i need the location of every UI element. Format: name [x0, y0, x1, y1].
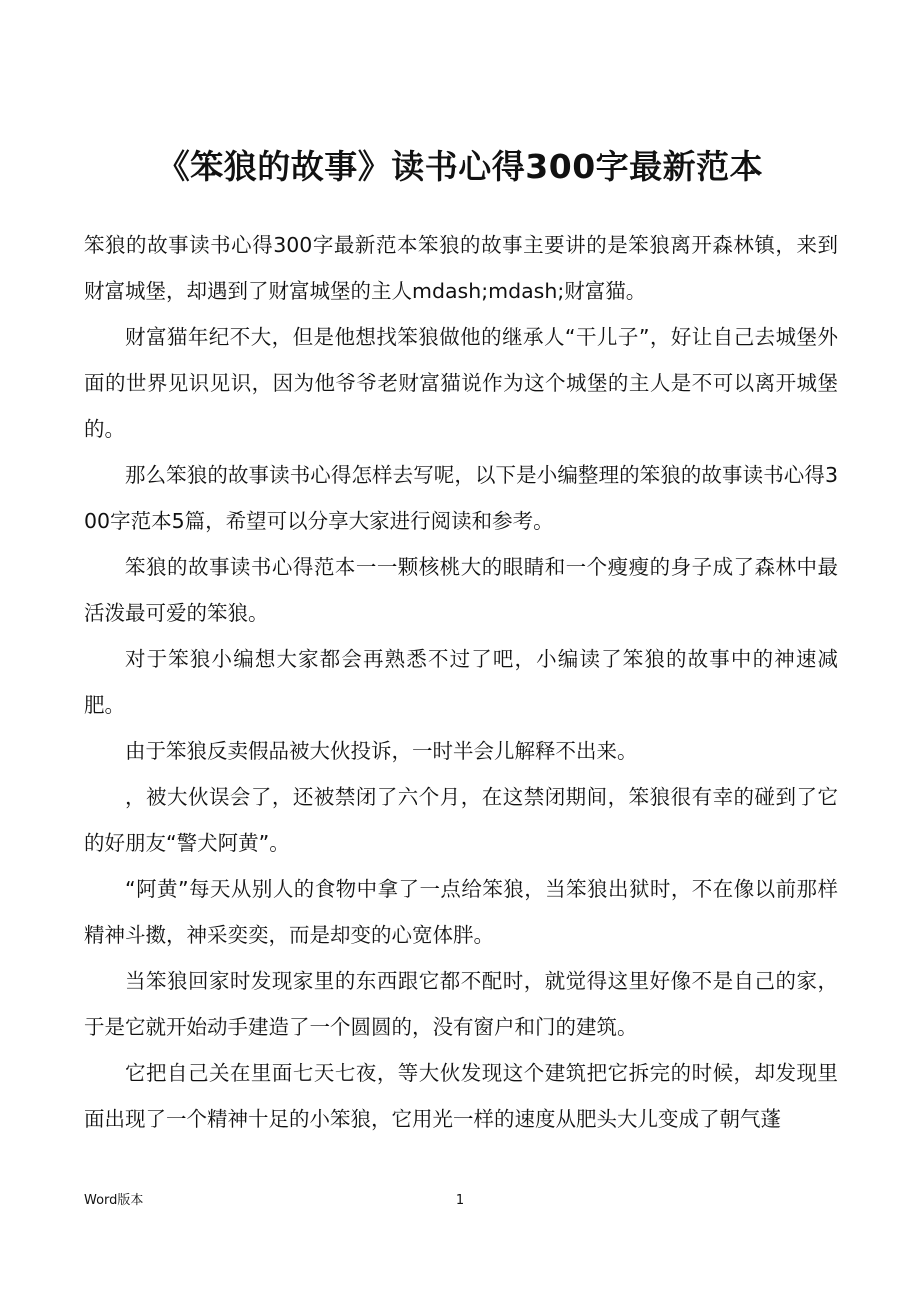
paragraph-2: 财富猫年纪不大，但是他想找笨狼做他的继承人“干儿子”，好让自己去城堡外面的世界见识见识，因为他爷爷老财富猫说作为这个城堡的主人是不可以离开城堡的。	[84, 325, 838, 441]
paragraph-1: 笨狼的故事读书心得300字最新范本笨狼的故事主要讲的是笨狼离开森林镇，来到财富城堡，却遇到了财富城堡的主人mdash;mdash;财富猫。	[84, 233, 838, 303]
footer-page-number: 1	[455, 1193, 465, 1208]
paragraph-4: 笨狼的故事读书心得范本一一颗核桃大的眼睛和一个瘦瘦的身子成了森林中最活泼最可爱的笨狼。	[84, 555, 838, 625]
document-body	[84, 222, 838, 1142]
paragraph-5: 对于笨狼小编想大家都会再熟悉不过了吧，小编读了笨狼的故事中的神速减肥。	[84, 647, 838, 717]
paragraph-6: 由于笨狼反卖假品被大伙投诉，一时半会儿解释不出来。	[125, 739, 638, 763]
paragraph-3: 那么笨狼的故事读书心得怎样去写呢，以下是小编整理的笨狼的故事读书心得300字范本5篇，希望可以分享大家进行阅读和参考。	[84, 463, 838, 533]
paragraph-7: ，被大伙误会了，还被禁闭了六个月，在这禁闭期间，笨狼很有幸的碰到了它的好朋友“警犬阿黄”。	[84, 785, 838, 855]
paragraph-9: 当笨狼回家时发现家里的东西跟它都不配时，就觉得这里好像不是自己的家，于是它就开始动手建造了一个圆圆的，没有窗户和门的建筑。	[84, 969, 838, 1039]
footer-version-label: Word版本	[84, 1193, 144, 1208]
paragraph-10: 它把自己关在里面七天七夜，等大伙发现这个建筑把它拆完的时候，却发现里面出现了一个精神十足的小笨狼，它用光一样的速度从肥头大儿变成了朝气蓬	[84, 1061, 838, 1131]
paragraph-8: “阿黄”每天从别人的食物中拿了一点给笨狼，当笨狼出狱时，不在像以前那样精神斗擞，神采奕奕，而是却变的心宽体胖。	[84, 877, 838, 947]
document-title: 《笨狼的故事》读书心得300字最新范本	[156, 147, 764, 186]
